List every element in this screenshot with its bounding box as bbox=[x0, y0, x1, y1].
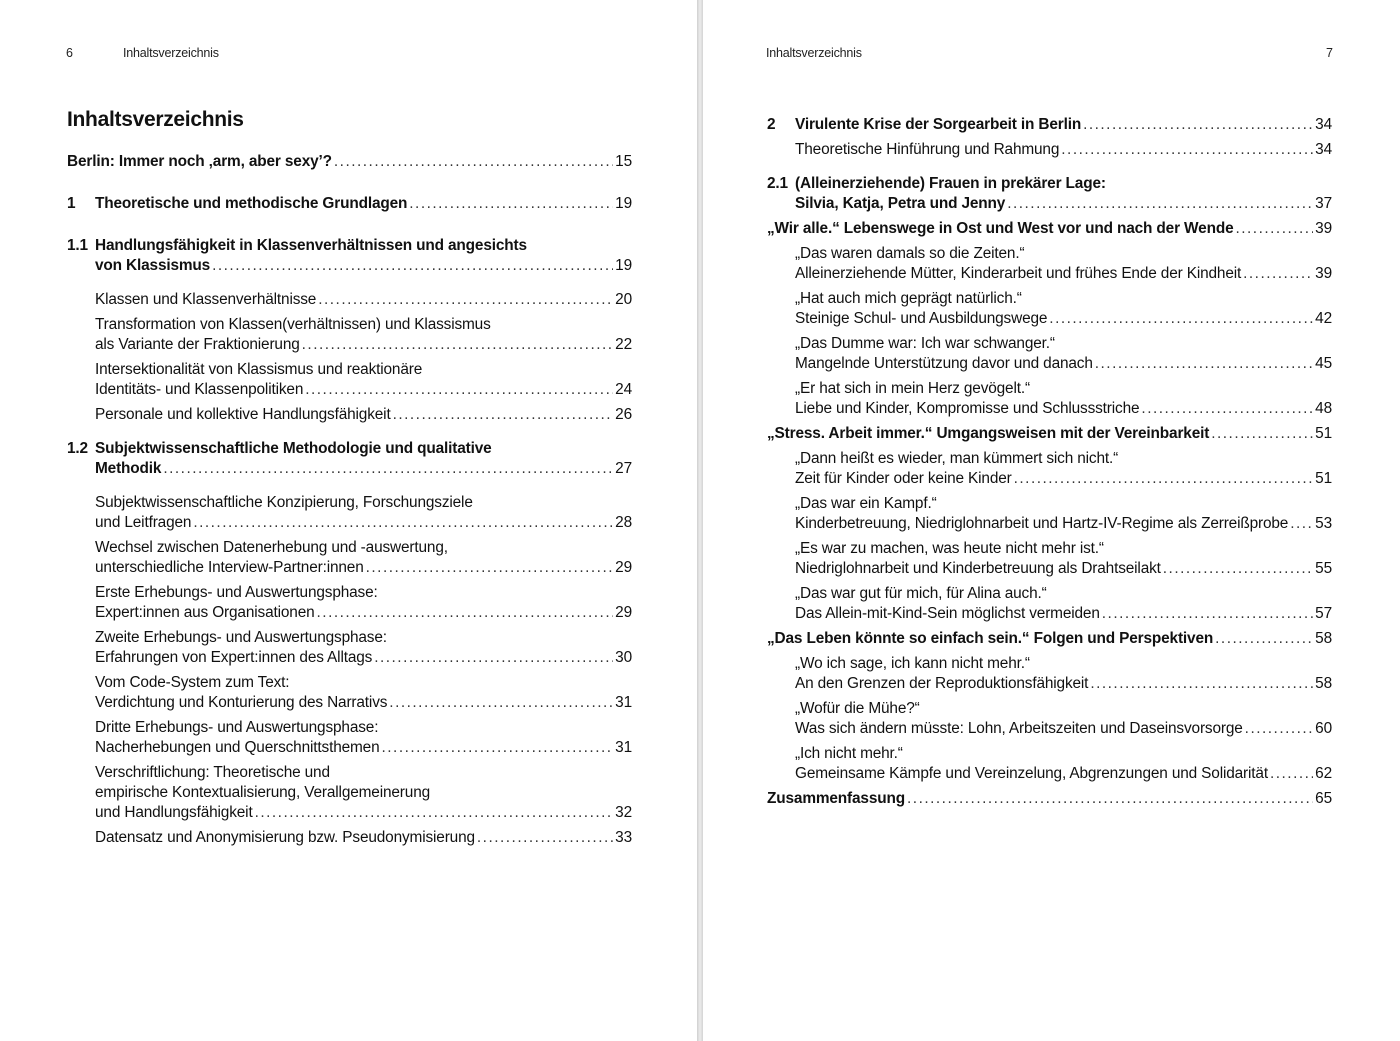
leader-dots bbox=[1290, 514, 1313, 534]
entry-page: 19 bbox=[615, 257, 632, 274]
leader-dots bbox=[1235, 219, 1313, 239]
entry-page: 33 bbox=[615, 829, 632, 846]
entry-label-line1: (Alleinerziehende) Frauen in prekärer Lage: bbox=[795, 175, 1106, 192]
entry-label-line2: Erfahrungen von Expert:innen des Alltags bbox=[95, 649, 373, 666]
toc-list-left bbox=[67, 110, 632, 853]
leader-dots bbox=[409, 194, 613, 214]
leader-dots bbox=[382, 738, 614, 758]
entry-label-line2: und Leitfragen bbox=[95, 514, 192, 531]
entry-page: 29 bbox=[615, 559, 632, 576]
toc-entry[interactable] bbox=[67, 360, 632, 400]
toc-entry-subsection[interactable] bbox=[767, 629, 1332, 649]
entry-label-line1: „Das war gut für mich, für Alina auch.“ bbox=[795, 585, 1047, 602]
entry-page: 45 bbox=[1315, 355, 1332, 372]
entry-label: Zusammenfassung bbox=[767, 790, 906, 807]
entry-page: 65 bbox=[1315, 790, 1332, 807]
toc-entry[interactable] bbox=[767, 744, 1332, 784]
left-page bbox=[0, 0, 697, 1041]
entry-label: Berlin: Immer noch ‚arm, aber sexy’? bbox=[67, 153, 332, 170]
entry-page: 58 bbox=[1315, 675, 1332, 692]
leader-dots bbox=[317, 603, 614, 623]
entry-page: 37 bbox=[1315, 195, 1332, 212]
chapter-number: 2 bbox=[767, 116, 776, 133]
toc-entry[interactable] bbox=[67, 583, 632, 623]
entry-page: 57 bbox=[1315, 605, 1332, 622]
entry-page: 34 bbox=[1315, 141, 1332, 158]
entry-label-line1: „Das waren damals so die Zeiten.“ bbox=[795, 245, 1025, 262]
entry-label-line1: Transformation von Klassen(verhältnissen) und Klassismus bbox=[95, 316, 491, 333]
leader-dots bbox=[212, 256, 613, 276]
leader-dots bbox=[1061, 140, 1313, 160]
entry-label-line2: An den Grenzen der Reproduktionsfähigkeit bbox=[795, 675, 1089, 692]
page-title: Inhaltsverzeichnis bbox=[67, 108, 244, 131]
toc-entry-subsection[interactable] bbox=[767, 219, 1332, 239]
toc-entry-intro[interactable] bbox=[67, 152, 632, 172]
entry-label-line2: Alleinerziehende Mütter, Kinderarbeit und frühes Ende der Kindheit bbox=[795, 265, 1242, 282]
entry-label: „Stress. Arbeit immer.“ Umgangsweisen mit der Vereinbarkeit bbox=[767, 425, 1210, 442]
section-number: 1.1 bbox=[67, 237, 88, 254]
toc-entry-chapter-1[interactable] bbox=[67, 194, 632, 214]
leader-dots bbox=[318, 290, 613, 310]
entry-label: Virulente Krise der Sorgearbeit in Berlin bbox=[795, 116, 1082, 133]
entry-page: 28 bbox=[615, 514, 632, 531]
leader-dots bbox=[163, 459, 613, 479]
leader-dots bbox=[1095, 354, 1313, 374]
entry-label: „Das Leben könnte so einfach sein.“ Folgen und Perspektiven bbox=[767, 630, 1214, 647]
entry-label-line1: Zweite Erhebungs- und Auswertungsphase: bbox=[95, 629, 387, 646]
entry-page: 39 bbox=[1315, 220, 1332, 237]
entry-page: 62 bbox=[1315, 765, 1332, 782]
leader-dots bbox=[1014, 469, 1314, 489]
entry-label-line2: Silvia, Katja, Petra und Jenny bbox=[795, 195, 1006, 212]
leader-dots bbox=[1245, 719, 1314, 739]
entry-page: 32 bbox=[615, 804, 632, 821]
leader-dots bbox=[1211, 424, 1313, 444]
entry-label-line2: Kinderbetreuung, Niedriglohnarbeit und Hartz-IV-Regime als Zerreißprobe bbox=[795, 515, 1289, 532]
leader-dots bbox=[1090, 674, 1313, 694]
toc-entry-subsection[interactable] bbox=[767, 424, 1332, 444]
entry-label-line2: Was sich ändern müsste: Lohn, Arbeitszeiten und Daseinsvorsorge bbox=[795, 720, 1243, 737]
entry-label: Klassen und Klassenverhältnisse bbox=[95, 291, 317, 308]
toc-entry[interactable] bbox=[767, 334, 1332, 374]
leader-dots bbox=[1083, 115, 1313, 135]
toc-entry[interactable] bbox=[767, 244, 1332, 284]
entry-label-line2: Liebe und Kinder, Kompromisse und Schlussstriche bbox=[795, 400, 1140, 417]
entry-page: 51 bbox=[1315, 425, 1332, 442]
entry-page: 20 bbox=[615, 291, 632, 308]
entry-page: 27 bbox=[615, 460, 632, 477]
toc-entry-section-1-1[interactable] bbox=[67, 236, 632, 276]
entry-label-line1: Dritte Erhebungs- und Auswertungsphase: bbox=[95, 719, 379, 736]
entry-label-line2: Mangelnde Unterstützung davor und danach bbox=[795, 355, 1093, 372]
leader-dots bbox=[477, 828, 613, 848]
entry-label-line2: Gemeinsame Kämpfe und Vereinzelung, Abgrenzungen und Solidarität bbox=[795, 765, 1268, 782]
entry-label-line2: von Klassismus bbox=[95, 257, 211, 274]
entry-page: 51 bbox=[1315, 470, 1332, 487]
toc-entry[interactable] bbox=[67, 538, 632, 578]
leader-dots bbox=[193, 513, 613, 533]
entry-label-line2: und Handlungsfähigkeit bbox=[95, 804, 253, 821]
entry-page: 34 bbox=[1315, 116, 1332, 133]
entry-label-line1: „Ich nicht mehr.“ bbox=[795, 745, 903, 762]
leader-dots bbox=[366, 558, 614, 578]
leader-dots bbox=[1215, 629, 1313, 649]
entry-label-line1b: empirische Kontextualisierung, Verallgemeinerung bbox=[95, 784, 431, 801]
entry-label-line2: Methodik bbox=[95, 460, 162, 477]
leader-dots bbox=[1243, 264, 1313, 284]
entry-label-line2: Steinige Schul- und Ausbildungswege bbox=[795, 310, 1048, 327]
entry-label-line1: Wechsel zwischen Datenerhebung und -auswertung, bbox=[95, 539, 448, 556]
page-number: 7 bbox=[1326, 46, 1333, 60]
section-number: 1.2 bbox=[67, 440, 88, 457]
toc-list-right bbox=[767, 115, 1332, 814]
entry-label-line1: „Wo ich sage, ich kann nicht mehr.“ bbox=[795, 655, 1030, 672]
entry-page: 24 bbox=[615, 381, 632, 398]
toc-entry-summary[interactable] bbox=[767, 789, 1332, 809]
entry-label-line2: Identitäts- und Klassenpolitiken bbox=[95, 381, 304, 398]
leader-dots bbox=[334, 152, 613, 172]
entry-page: 55 bbox=[1315, 560, 1332, 577]
toc-entry[interactable] bbox=[67, 315, 632, 355]
chapter-number: 1 bbox=[67, 195, 76, 212]
entry-page: 30 bbox=[615, 649, 632, 666]
toc-entry[interactable] bbox=[767, 654, 1332, 694]
entry-page: 48 bbox=[1315, 400, 1332, 417]
toc-entry[interactable] bbox=[67, 290, 632, 310]
entry-label-line1: Vom Code-System zum Text: bbox=[95, 674, 290, 691]
toc-entry-section-1-2[interactable] bbox=[67, 439, 632, 479]
entry-page: 31 bbox=[615, 739, 632, 756]
entry-label-line2: Verdichtung und Konturierung des Narrativs bbox=[95, 694, 388, 711]
entry-label-line1: „Dann heißt es wieder, man kümmert sich nicht.“ bbox=[795, 450, 1119, 467]
entry-label-line1: Verschriftlichung: Theoretische und bbox=[95, 764, 330, 781]
entry-label-line1: „Das war ein Kampf.“ bbox=[795, 495, 937, 512]
entry-label-line1: Subjektwissenschaftliche Methodologie und qualitative bbox=[95, 440, 492, 457]
entry-label-line1: Erste Erhebungs- und Auswertungsphase: bbox=[95, 584, 378, 601]
entry-label-line2: Niedriglohnarbeit und Kinderbetreuung als Drahtseilakt bbox=[795, 560, 1161, 577]
entry-page: 42 bbox=[1315, 310, 1332, 327]
entry-label-line1: „Er hat sich in mein Herz gevögelt.“ bbox=[795, 380, 1030, 397]
leader-dots bbox=[302, 335, 614, 355]
entry-label-line2: Nacherhebungen und Querschnittsthemen bbox=[95, 739, 380, 756]
entry-page: 29 bbox=[615, 604, 632, 621]
toc-entry[interactable] bbox=[767, 699, 1332, 739]
page-number: 6 bbox=[66, 46, 73, 60]
toc-entry[interactable] bbox=[767, 449, 1332, 489]
section-number: 2.1 bbox=[767, 175, 788, 192]
leader-dots bbox=[393, 405, 614, 425]
entry-page: 53 bbox=[1315, 515, 1332, 532]
entry-label-line1: „Wofür die Mühe?“ bbox=[795, 700, 920, 717]
toc-entry[interactable] bbox=[767, 289, 1332, 329]
entry-label: Theoretische Hinführung und Rahmung bbox=[795, 141, 1060, 158]
toc-entry[interactable] bbox=[67, 828, 632, 848]
entry-label: „Wir alle.“ Lebenswege in Ost und West vor und nach der Wende bbox=[767, 220, 1234, 237]
entry-label: Theoretische und methodische Grundlagen bbox=[95, 195, 408, 212]
entry-page: 19 bbox=[615, 195, 632, 212]
leader-dots bbox=[374, 648, 613, 668]
toc-entry[interactable] bbox=[767, 379, 1332, 419]
leader-dots bbox=[1270, 764, 1313, 784]
entry-label: Datensatz und Anonymisierung bzw. Pseudonymisierung bbox=[95, 829, 475, 846]
entry-label-line2: Zeit für Kinder oder keine Kinder bbox=[795, 470, 1012, 487]
toc-entry-section-2-1[interactable] bbox=[767, 174, 1332, 214]
running-head: Inhaltsverzeichnis bbox=[123, 46, 219, 60]
entry-label-line2: als Variante der Fraktionierung bbox=[95, 336, 300, 353]
entry-page: 39 bbox=[1315, 265, 1332, 282]
toc-entry[interactable] bbox=[67, 718, 632, 758]
right-page bbox=[703, 0, 1400, 1041]
leader-dots bbox=[1102, 604, 1313, 624]
running-head: Inhaltsverzeichnis bbox=[766, 46, 862, 60]
toc-entry[interactable] bbox=[767, 494, 1332, 534]
toc-entry[interactable] bbox=[767, 584, 1332, 624]
entry-label-line2: unterschiedliche Interview-Partner:innen bbox=[95, 559, 364, 576]
entry-label-line1: Handlungsfähigkeit in Klassenverhältnissen und angesichts bbox=[95, 237, 527, 254]
entry-page: 15 bbox=[615, 153, 632, 170]
leader-dots bbox=[1049, 309, 1313, 329]
entry-label-line1: „Das Dumme war: Ich war schwanger.“ bbox=[795, 335, 1055, 352]
leader-dots bbox=[907, 789, 1313, 809]
leader-dots bbox=[1141, 399, 1313, 419]
entry-label: Personale und kollektive Handlungsfähigkeit bbox=[95, 406, 391, 423]
leader-dots bbox=[1007, 194, 1313, 214]
toc-entry[interactable] bbox=[67, 405, 632, 425]
toc-entry[interactable] bbox=[67, 628, 632, 668]
entry-label-line1: „Es war zu machen, was heute nicht mehr ist.“ bbox=[795, 540, 1104, 557]
entry-label-line1: Intersektionalität von Klassismus und reaktionäre bbox=[95, 361, 423, 378]
leader-dots bbox=[305, 380, 613, 400]
entry-label-line2: Das Allein-mit-Kind-Sein möglichst vermeiden bbox=[795, 605, 1100, 622]
entry-page: 22 bbox=[615, 336, 632, 353]
leader-dots bbox=[1163, 559, 1313, 579]
toc-entry[interactable] bbox=[67, 493, 632, 533]
toc-entry[interactable] bbox=[67, 673, 632, 713]
leader-dots bbox=[255, 803, 614, 823]
entry-label-line1: Subjektwissenschaftliche Konzipierung, Forschungsziele bbox=[95, 494, 473, 511]
toc-entry[interactable] bbox=[767, 140, 1332, 160]
entry-page: 26 bbox=[615, 406, 632, 423]
entry-page: 31 bbox=[615, 694, 632, 711]
toc-entry[interactable] bbox=[67, 763, 632, 823]
toc-entry-chapter-2[interactable] bbox=[767, 115, 1332, 135]
entry-page: 60 bbox=[1315, 720, 1332, 737]
entry-page: 58 bbox=[1315, 630, 1332, 647]
entry-label-line1: „Hat auch mich geprägt natürlich.“ bbox=[795, 290, 1022, 307]
leader-dots bbox=[389, 693, 613, 713]
toc-entry[interactable] bbox=[767, 539, 1332, 579]
entry-label-line2: Expert:innen aus Organisationen bbox=[95, 604, 315, 621]
